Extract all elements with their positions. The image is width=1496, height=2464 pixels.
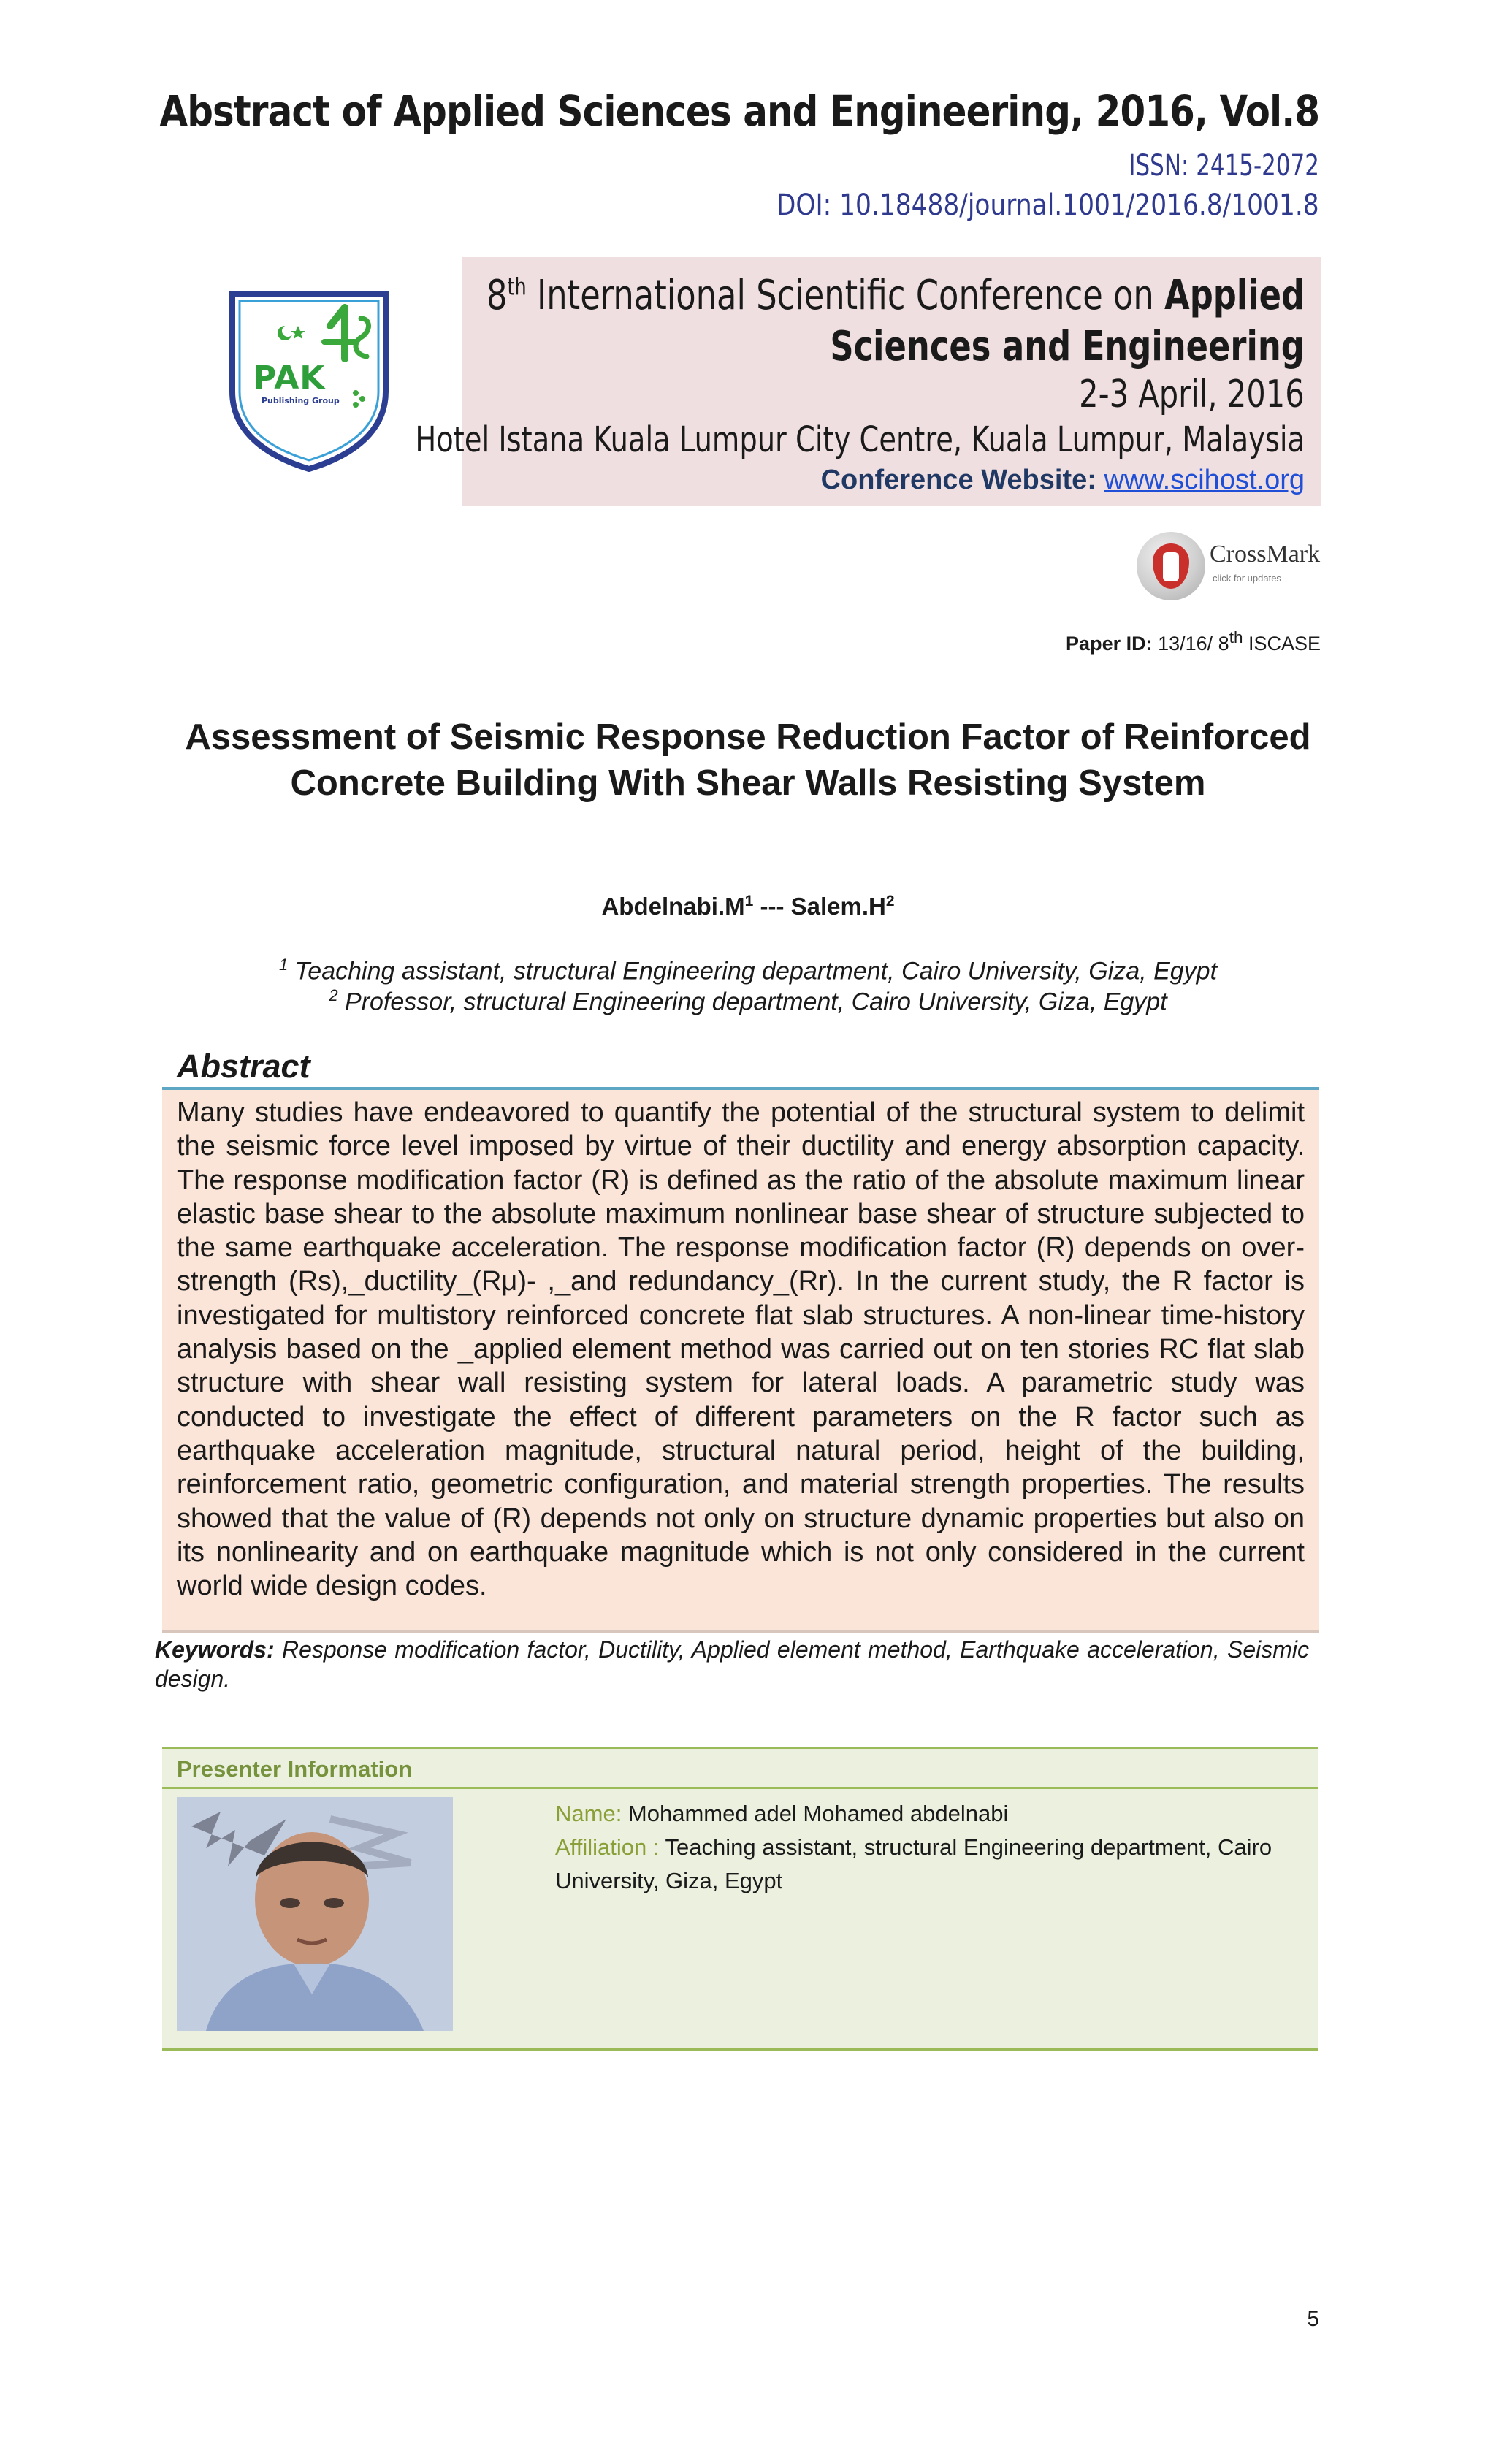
authors	[175, 893, 1321, 920]
journal-title: Abstract of Applied Sciences and Engineering, 2016, Vol.8	[159, 86, 1319, 136]
abstract-box	[162, 1087, 1319, 1633]
affiliation-2	[175, 986, 1321, 1016]
paper-id	[1066, 628, 1321, 655]
paper-id-label: Paper ID:	[1066, 633, 1153, 655]
author-1: Abdelnabi.M	[601, 893, 745, 920]
paper-id-value: 13/16/ 8	[1152, 633, 1229, 655]
presenter-name-row	[555, 1797, 1300, 1831]
keywords-text: Response modification factor, Ductility, Applied element method, Earthquake acceleration, Seismic design.	[155, 1636, 1309, 1692]
crossmark-badge[interactable]	[1137, 532, 1319, 600]
presenter-name-label: Name:	[555, 1801, 622, 1826]
page-number: 5	[1307, 2307, 1319, 2331]
crossmark-label: CrossMark	[1210, 541, 1321, 568]
logo-subtext: Publishing Group	[262, 396, 340, 405]
abstract-text: Many studies have endeavored to quantify the potential of the structural system to delimit the seismic force level imposed by virtue of their ductility and energy absorption capacity. The response modification factor (R) is defined as the ratio of the absolute maximum linear elastic base shear to the absolute maximum nonlinear base shear of structure subjected to the same earthquake acceleration. The response modification factor (R) depends on over-strength (Rs),_ductility_(Rμ)- ,_and redundancy_(Rr). In the current study, the R factor is investigated for multistory reinforced concrete flat slab structures. A non-linear time-history analysis based on the _applied element method was carried out on ten stories RC flat slab structure with shear wall resisting system for lateral loads. A parametric study was conducted to investigate the effect of different parameters on the R factor such as earthquake acceleration magnitude, structural natural period, height of the building, reinforcement ratio, geometric configuration, and material strength properties. The results showed that the value of (R) depends not only on structure dynamic properties but also on its nonlinearity and on earthquake magnitude which is not only considered in the current world wide design codes.	[177, 1097, 1305, 1602]
conference-ordinal: 8	[486, 272, 508, 319]
conference-date: 2-3 April, 2016	[1079, 373, 1305, 416]
conference-name-line2: Sciences and Engineering	[830, 323, 1305, 370]
affiliation-2-sup: 2	[329, 986, 338, 1004]
keywords	[155, 1635, 1309, 1693]
presenter-name: Mohammed adel Mohamed abdelnabi	[622, 1801, 1009, 1826]
paper-id-suffix: ISCASE	[1243, 633, 1321, 655]
affiliation-1-sup: 1	[278, 956, 289, 974]
presenter-divider	[162, 1787, 1318, 1789]
conference-name-text: International Scientific Conference on	[526, 272, 1165, 319]
abstract-heading: Abstract	[177, 1048, 310, 1085]
crossmark-icon	[1137, 532, 1205, 600]
presenter-affiliation-row	[555, 1831, 1300, 1898]
presenter-photo	[177, 1797, 453, 2031]
doi: DOI: 10.18488/journal.1001/2016.8/1001.8	[776, 188, 1319, 222]
author-1-sup: 1	[744, 893, 754, 909]
presenter-affiliation: Teaching assistant, structural Engineering department, Cairo University, Giza, Egypt	[555, 1834, 1272, 1893]
affiliation-2-text: Professor, structural Engineering department, Cairo University, Giza, Egypt	[337, 988, 1167, 1016]
paper-id-sup: th	[1229, 628, 1243, 646]
issn: ISSN: 2415-2072	[1129, 149, 1319, 183]
keywords-label: Keywords:	[155, 1636, 275, 1663]
publisher-logo	[228, 289, 390, 472]
conference-ordinal-suffix: th	[507, 272, 527, 301]
conference-website	[821, 465, 1305, 496]
author-separator: ---	[753, 893, 791, 920]
affiliation-1	[175, 956, 1321, 985]
presenter-header: Presenter Information	[177, 1756, 413, 1782]
logo-text: PAK	[253, 359, 326, 397]
presenter-affiliation-label: Affiliation :	[555, 1834, 660, 1860]
presenter-portrait-icon	[177, 1797, 453, 2031]
paper-title: Assessment of Seismic Response Reduction Factor of Reinforced Concrete Building With Shear Walls Resisting System	[185, 717, 1311, 803]
author-2: Salem.H	[790, 893, 886, 920]
affiliation-1-text: Teaching assistant, structural Engineering department, Cairo University, Giza, Egypt	[288, 957, 1218, 985]
conference-banner	[415, 257, 1321, 506]
conference-name-line1	[486, 272, 1305, 319]
conference-venue: Hotel Istana Kuala Lumpur City Centre, Kuala Lumpur, Malaysia	[415, 419, 1305, 460]
crossmark-sublabel: click for updates	[1213, 573, 1281, 584]
presenter-details	[555, 1797, 1300, 1898]
conference-name-bold: Applied	[1164, 272, 1305, 319]
conference-website-link[interactable]: www.scihost.org	[1104, 465, 1305, 495]
author-2-sup: 2	[885, 893, 895, 909]
presenter-info-box	[162, 1747, 1318, 2051]
conference-website-label: Conference Website:	[820, 465, 1096, 495]
